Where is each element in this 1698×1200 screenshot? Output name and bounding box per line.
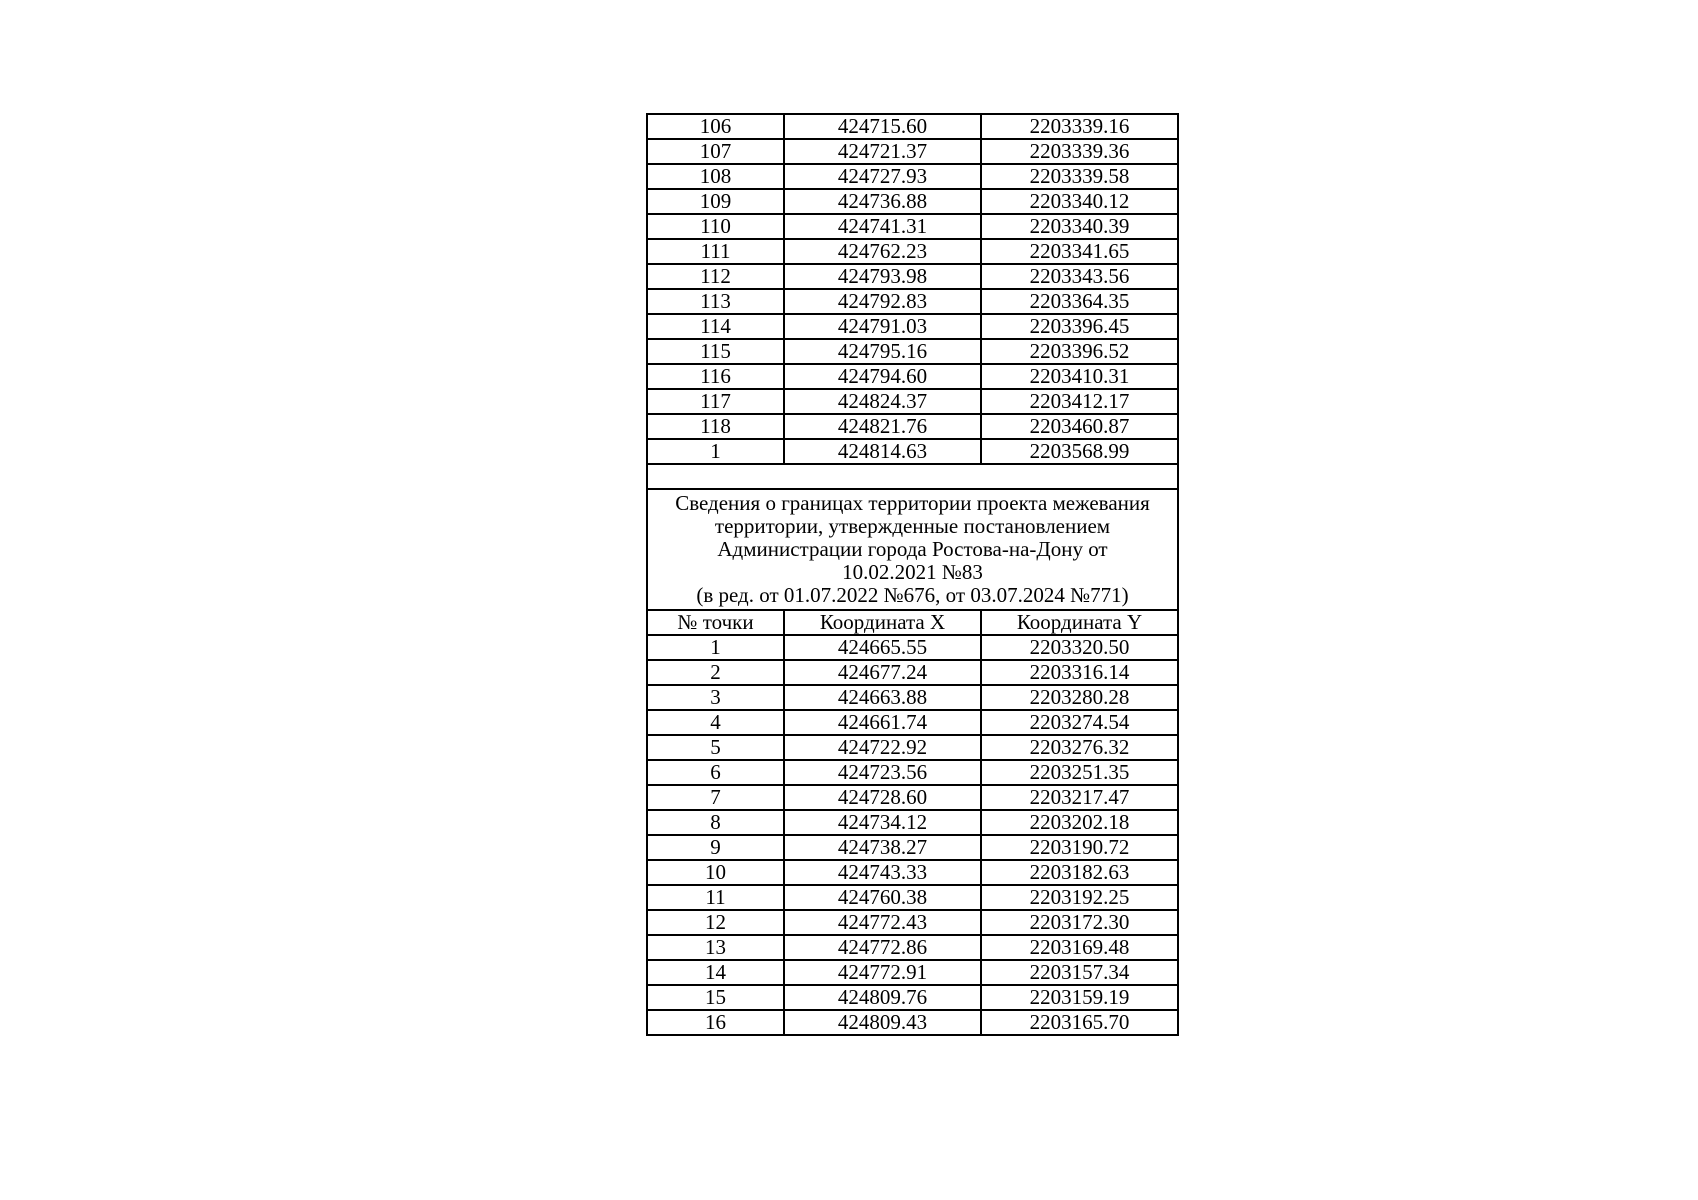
coordinate-y-cell: 2203340.39 <box>981 214 1178 239</box>
coordinate-x-cell: 424728.60 <box>784 785 981 810</box>
coordinate-y-cell: 2203568.99 <box>981 439 1178 464</box>
coordinate-x-cell: 424727.93 <box>784 164 981 189</box>
coordinate-y-cell: 2203339.36 <box>981 139 1178 164</box>
coordinate-y-cell: 2203165.70 <box>981 1010 1178 1035</box>
coordinate-x-cell: 424809.43 <box>784 1010 981 1035</box>
coordinate-y-cell: 2203396.45 <box>981 314 1178 339</box>
point-number-cell: 8 <box>647 810 784 835</box>
table-row <box>647 214 1178 239</box>
point-number-cell: 111 <box>647 239 784 264</box>
table-row <box>647 164 1178 189</box>
coordinate-y-cell: 2203343.56 <box>981 264 1178 289</box>
point-number-cell: 1 <box>647 439 784 464</box>
coordinate-x-cell: 424824.37 <box>784 389 981 414</box>
coordinate-x-cell: 424738.27 <box>784 835 981 860</box>
point-number-cell: 14 <box>647 960 784 985</box>
table-row <box>647 935 1178 960</box>
coordinate-x-cell: 424791.03 <box>784 314 981 339</box>
coordinate-y-cell: 2203396.52 <box>981 339 1178 364</box>
coordinate-x-cell: 424795.16 <box>784 339 981 364</box>
point-number-cell: 10 <box>647 860 784 885</box>
section-caption-line: Администрации города Ростова-на-Дону от <box>717 537 1108 561</box>
coordinate-x-cell: 424821.76 <box>784 414 981 439</box>
section-caption-line: (в ред. от 01.07.2022 №676, от 03.07.2024 №771) <box>696 583 1129 607</box>
point-number-cell: 107 <box>647 139 784 164</box>
coordinate-x-cell: 424760.38 <box>784 885 981 910</box>
table-header-row <box>647 610 1178 635</box>
table-row <box>647 660 1178 685</box>
coordinate-y-cell: 2203320.50 <box>981 635 1178 660</box>
coordinate-x-cell: 424722.92 <box>784 735 981 760</box>
point-number-cell: 12 <box>647 910 784 935</box>
coordinate-x-cell: 424734.12 <box>784 810 981 835</box>
coordinate-y-cell: 2203280.28 <box>981 685 1178 710</box>
point-number-cell: 106 <box>647 114 784 139</box>
blank-separator-row <box>647 464 1178 489</box>
coordinate-x-cell: 424814.63 <box>784 439 981 464</box>
point-number-cell: 109 <box>647 189 784 214</box>
table-row <box>647 314 1178 339</box>
coordinate-y-cell: 2203251.35 <box>981 760 1178 785</box>
coordinate-x-cell: 424665.55 <box>784 635 981 660</box>
coordinate-y-cell: 2203202.18 <box>981 810 1178 835</box>
header-coordinate-y: Координата Y <box>981 610 1178 635</box>
coordinate-y-cell: 2203460.87 <box>981 414 1178 439</box>
table-row <box>647 139 1178 164</box>
blank-cell <box>647 464 1178 489</box>
coordinate-y-cell: 2203159.19 <box>981 985 1178 1010</box>
table-row <box>647 389 1178 414</box>
coordinate-x-cell: 424794.60 <box>784 364 981 389</box>
point-number-cell: 110 <box>647 214 784 239</box>
coordinate-y-cell: 2203276.32 <box>981 735 1178 760</box>
table-row <box>647 710 1178 735</box>
table-row <box>647 1010 1178 1035</box>
header-coordinate-x: Координата X <box>784 610 981 635</box>
table-row <box>647 810 1178 835</box>
coordinate-y-cell: 2203182.63 <box>981 860 1178 885</box>
table-row <box>647 735 1178 760</box>
point-number-cell: 6 <box>647 760 784 785</box>
coordinate-x-cell: 424715.60 <box>784 114 981 139</box>
point-number-cell: 4 <box>647 710 784 735</box>
coordinate-x-cell: 424762.23 <box>784 239 981 264</box>
section-caption-line: 10.02.2021 №83 <box>842 560 983 584</box>
coordinate-x-cell: 424677.24 <box>784 660 981 685</box>
section-caption-row <box>647 489 1178 610</box>
coordinates-table <box>646 113 1179 1036</box>
coordinate-x-cell: 424723.56 <box>784 760 981 785</box>
section-caption <box>647 489 1178 610</box>
table-row <box>647 760 1178 785</box>
coordinate-x-cell: 424772.86 <box>784 935 981 960</box>
table-row <box>647 114 1178 139</box>
coordinate-x-cell: 424743.33 <box>784 860 981 885</box>
table-row <box>647 189 1178 214</box>
coordinate-x-cell: 424661.74 <box>784 710 981 735</box>
coordinate-x-cell: 424809.76 <box>784 985 981 1010</box>
table-row <box>647 239 1178 264</box>
point-number-cell: 7 <box>647 785 784 810</box>
table-row <box>647 910 1178 935</box>
table-row <box>647 414 1178 439</box>
coordinate-y-cell: 2203169.48 <box>981 935 1178 960</box>
point-number-cell: 112 <box>647 264 784 289</box>
coordinate-x-cell: 424792.83 <box>784 289 981 314</box>
point-number-cell: 116 <box>647 364 784 389</box>
coordinate-x-cell: 424736.88 <box>784 189 981 214</box>
point-number-cell: 13 <box>647 935 784 960</box>
table-row <box>647 635 1178 660</box>
table-row <box>647 785 1178 810</box>
coordinate-y-cell: 2203172.30 <box>981 910 1178 935</box>
point-number-cell: 16 <box>647 1010 784 1035</box>
point-number-cell: 117 <box>647 389 784 414</box>
point-number-cell: 11 <box>647 885 784 910</box>
coordinate-y-cell: 2203339.58 <box>981 164 1178 189</box>
point-number-cell: 5 <box>647 735 784 760</box>
table-row <box>647 339 1178 364</box>
coordinate-x-cell: 424793.98 <box>784 264 981 289</box>
point-number-cell: 118 <box>647 414 784 439</box>
section-caption-line: территории, утвержденные постановлением <box>714 514 1111 538</box>
coordinate-x-cell: 424663.88 <box>784 685 981 710</box>
coordinate-y-cell: 2203190.72 <box>981 835 1178 860</box>
section-caption-line: Сведения о границах территории проекта межевания <box>675 491 1150 515</box>
point-number-cell: 115 <box>647 339 784 364</box>
point-number-cell: 3 <box>647 685 784 710</box>
coordinate-y-cell: 2203341.65 <box>981 239 1178 264</box>
coordinate-y-cell: 2203192.25 <box>981 885 1178 910</box>
table-row <box>647 985 1178 1010</box>
coordinate-y-cell: 2203217.47 <box>981 785 1178 810</box>
coordinate-y-cell: 2203412.17 <box>981 389 1178 414</box>
coordinate-x-cell: 424721.37 <box>784 139 981 164</box>
table-row <box>647 960 1178 985</box>
point-number-cell: 114 <box>647 314 784 339</box>
coordinate-y-cell: 2203410.31 <box>981 364 1178 389</box>
table-row <box>647 860 1178 885</box>
coordinate-y-cell: 2203364.35 <box>981 289 1178 314</box>
table-row <box>647 835 1178 860</box>
coordinate-x-cell: 424772.91 <box>784 960 981 985</box>
point-number-cell: 113 <box>647 289 784 314</box>
coordinate-x-cell: 424772.43 <box>784 910 981 935</box>
point-number-cell: 9 <box>647 835 784 860</box>
coordinate-y-cell: 2203340.12 <box>981 189 1178 214</box>
point-number-cell: 2 <box>647 660 784 685</box>
coordinate-y-cell: 2203316.14 <box>981 660 1178 685</box>
coordinate-x-cell: 424741.31 <box>784 214 981 239</box>
coordinate-y-cell: 2203274.54 <box>981 710 1178 735</box>
table-row <box>647 439 1178 464</box>
table-row <box>647 685 1178 710</box>
table-row <box>647 364 1178 389</box>
point-number-cell: 1 <box>647 635 784 660</box>
point-number-cell: 108 <box>647 164 784 189</box>
point-number-cell: 15 <box>647 985 784 1010</box>
header-point-number: № точки <box>647 610 784 635</box>
table-row <box>647 289 1178 314</box>
coordinate-y-cell: 2203157.34 <box>981 960 1178 985</box>
table-row <box>647 885 1178 910</box>
coordinate-y-cell: 2203339.16 <box>981 114 1178 139</box>
table-row <box>647 264 1178 289</box>
